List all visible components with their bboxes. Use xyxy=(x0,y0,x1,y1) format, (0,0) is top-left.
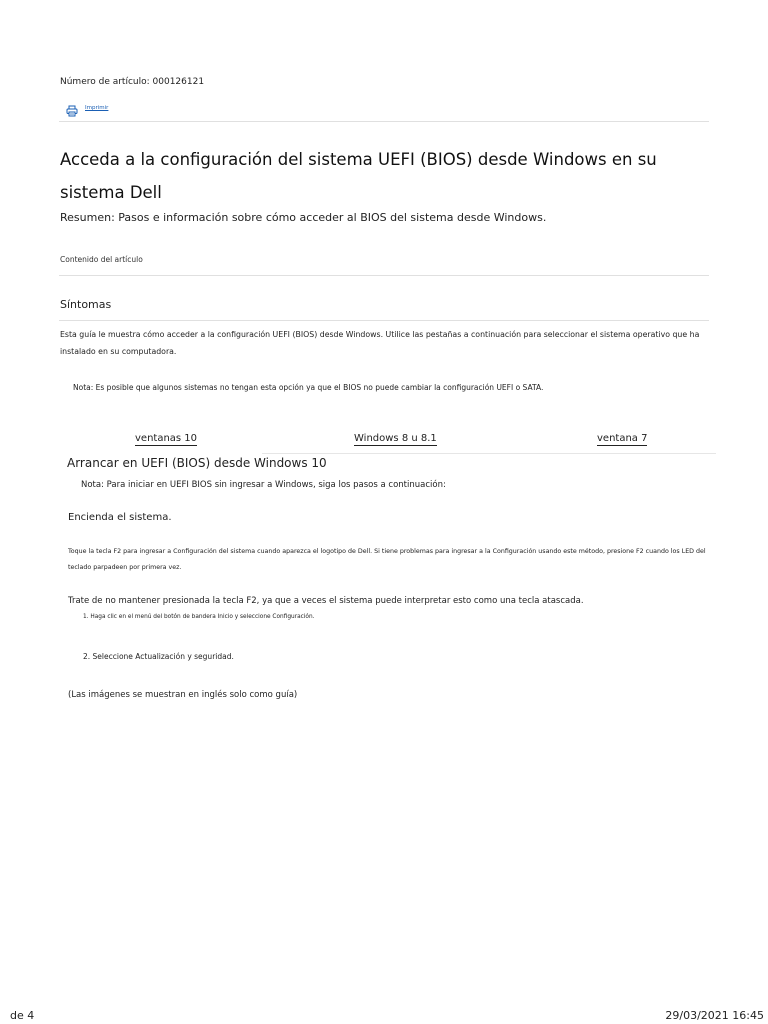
print-label[interactable]: Imprimir xyxy=(85,105,109,111)
content-label: Contenido del artículo xyxy=(60,255,143,264)
article-number: Número de artículo: 000126121 xyxy=(60,77,205,87)
divider xyxy=(59,121,709,122)
symptoms-heading: Síntomas xyxy=(60,298,112,311)
printer-icon[interactable] xyxy=(66,102,78,114)
tab-windows-10[interactable]: ventanas 10 xyxy=(135,433,198,444)
footer-page-count: de 4 xyxy=(10,1009,35,1022)
note-sata: Nota: Es posible que algunos sistemas no tengan esta opción ya que el BIOS no puede cambiar la configuración UEFI o SATA. xyxy=(73,383,544,392)
step-power-on: Encienda el sistema. xyxy=(68,512,172,523)
list-item: 1. Haga clic en el menú del botón de bandera Inicio y seleccione Configuración. xyxy=(83,614,315,620)
article-summary: Resumen: Pasos e información sobre cómo acceder al BIOS del sistema desde Windows. xyxy=(60,211,547,224)
footer-datetime: 29/03/2021 16:45 xyxy=(665,1009,764,1022)
f2-instructions: Toque la tecla F2 para ingresar a Configuración del sistema cuando aparezca el logotipo de Dell. Si tiene problemas para ingresar a la Configuración usando este método, presione F2 cuando los LED del teclado parpadeen por primera vez. xyxy=(68,548,706,571)
divider xyxy=(59,320,709,321)
list-item: 2. Seleccione Actualización y seguridad. xyxy=(83,652,234,661)
tabs-underline xyxy=(262,453,716,454)
tab-windows-8[interactable]: Windows 8 u 8.1 xyxy=(354,433,437,444)
divider xyxy=(59,275,709,276)
hold-key-warning: Trate de no mantener presionada la tecla F2, ya que a veces el sistema puede interpretar esto como una tecla atascada. xyxy=(68,596,584,606)
tab-windows-7[interactable]: ventana 7 xyxy=(597,433,648,444)
section-heading: Arrancar en UEFI (BIOS) desde Windows 10 xyxy=(67,456,327,470)
intro-text: Esta guía le muestra cómo acceder a la configuración UEFI (BIOS) desde Windows. Utilice las pestañas a continuación para seleccionar el sistema operativo que ha instalado en su computadora. xyxy=(60,330,700,356)
page-title: Acceda a la configuración del sistema UEFI (BIOS) desde Windows en su sistema Dell xyxy=(60,150,657,202)
note-uefi-boot: Nota: Para iniciar en UEFI BIOS sin ingresar a Windows, siga los pasos a continuación: xyxy=(81,480,446,490)
images-note: (Las imágenes se muestran en inglés solo como guía) xyxy=(68,690,298,700)
print-link[interactable] xyxy=(66,100,108,116)
